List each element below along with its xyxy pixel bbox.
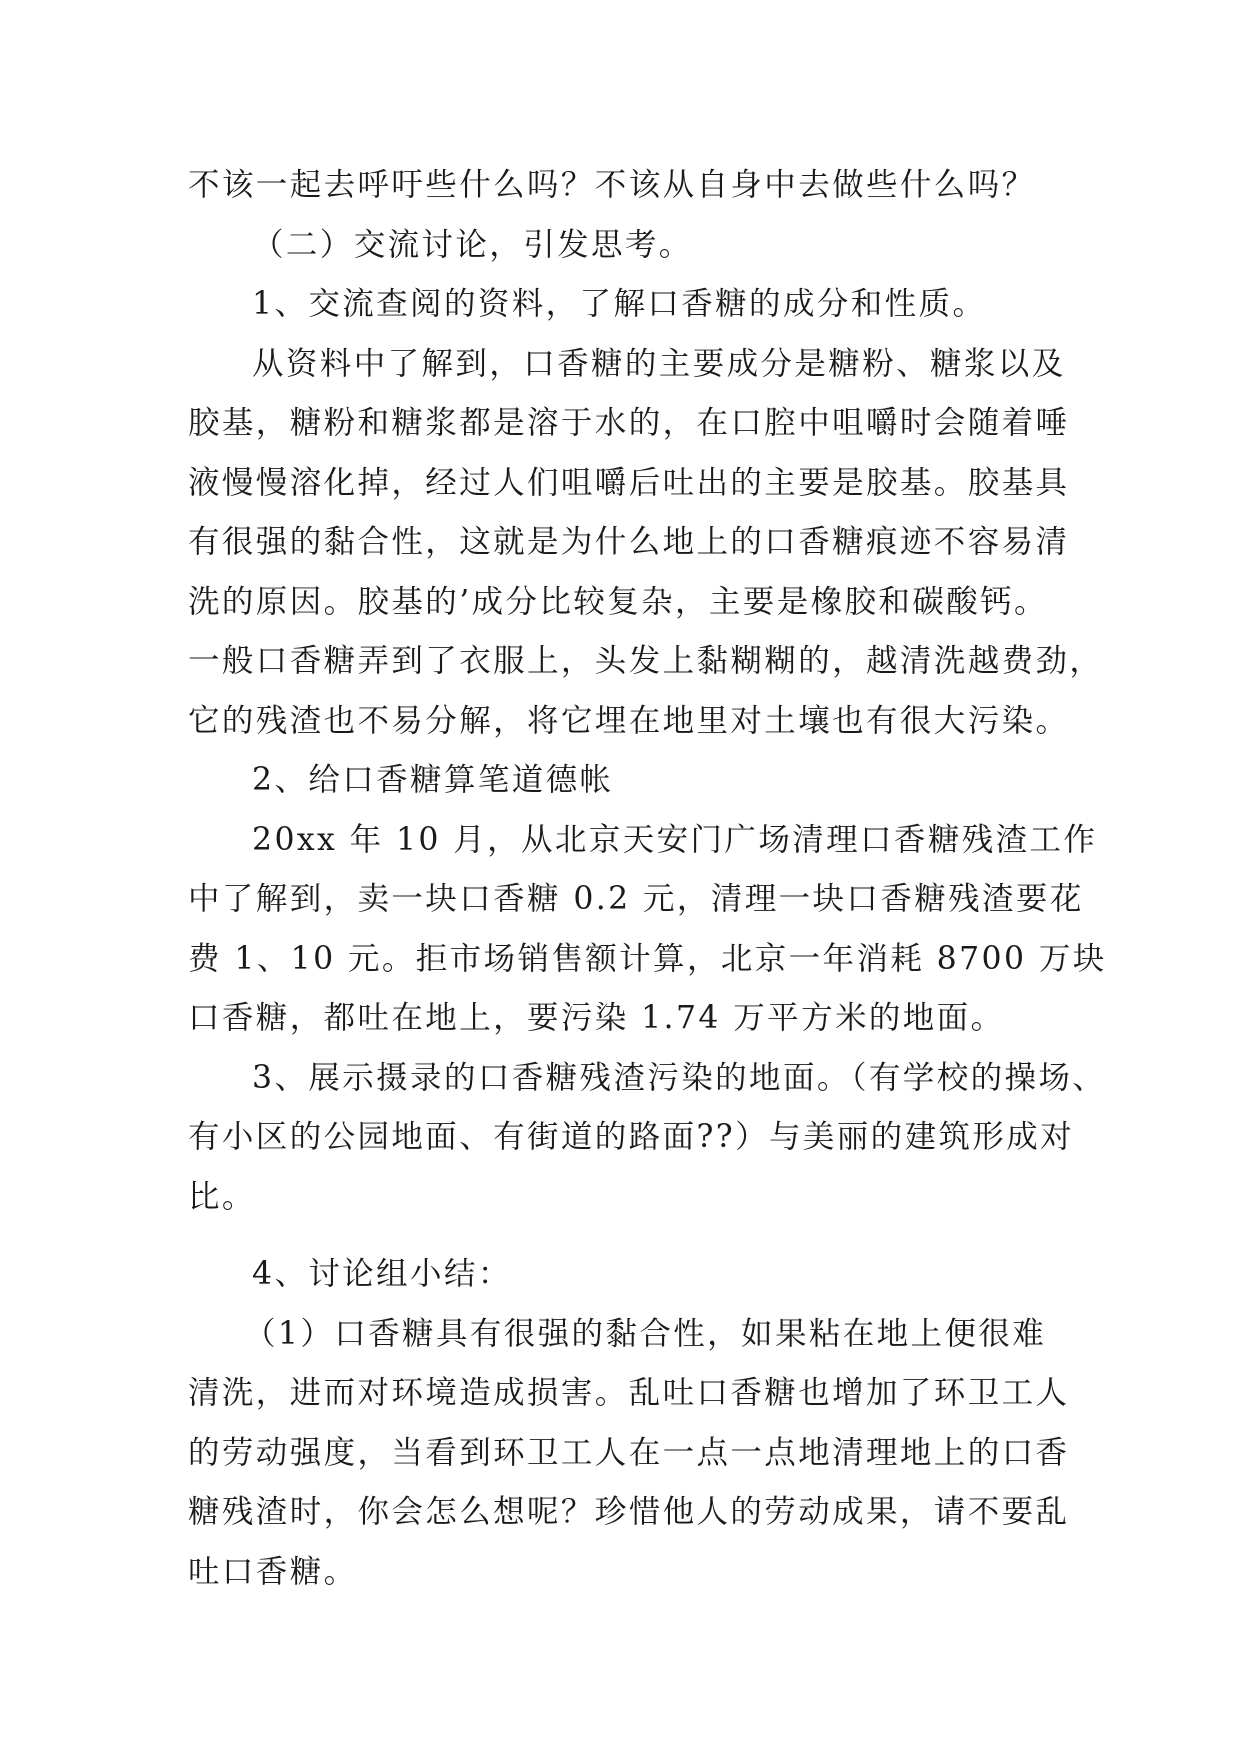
paragraph-line: 它的残渣也不易分解，将它埋在地里对土壤也有很大污染。 [188, 702, 1070, 739]
paragraph-line: 的劳动强度，当看到环卫工人在一点一点地清理地上的口香 [188, 1434, 1070, 1471]
list-item-heading: 3、展示摄录的口香糖残渣污染的地面。（有学校的操场、 [252, 1059, 1107, 1096]
paragraph-line: 中了解到，卖一块口香糖 0.2 元，清理一块口香糖残渣要花 [188, 881, 1084, 917]
paragraph-line: 清洗，进而对环境造成损害。乱吐口香糖也增加了环卫工人 [188, 1375, 1070, 1411]
paragraph-line: 20xx 年 10 月，从北京天安门广场清理口香糖残渣工作 [252, 821, 1098, 858]
paragraph-line: 洗的原因。胶基的’成分比较复杂，主要是橡胶和碳酸钙。 [188, 583, 1048, 620]
text-line: 不该一起去呼吁些什么吗？不该从自身中去做些什么吗？ [188, 167, 1036, 203]
list-item-heading: 2、给口香糖算笔道德帐 [252, 762, 614, 798]
paragraph-line: 一般口香糖弄到了衣服上，头发上黏糊糊的，越清洗越费劲， [188, 643, 1104, 679]
paragraph-line: 胶基，糖粉和糖浆都是溶于水的，在口腔中咀嚼时会随着唾 [188, 405, 1070, 441]
paragraph-line: 比。 [188, 1178, 256, 1215]
spacer [188, 1227, 1068, 1245]
paragraph-line: （1）口香糖具有很强的黏合性，如果粘在地上便很难 [244, 1315, 1047, 1352]
document-body [188, 156, 1107, 1602]
paragraph-line: 费 1、10 元。拒市场销售额计算，北京一年消耗 8700 万块 [188, 940, 1107, 977]
paragraph-line: 有很强的黏合性，这就是为什么地上的口香糖痕迹不容易清 [188, 524, 1070, 560]
list-item-heading: 1、交流查阅的资料，了解口香糖的成分和性质。 [252, 286, 987, 322]
paragraph-line: 从资料中了解到，口香糖的主要成分是糖粉、糖浆以及 [252, 345, 1066, 382]
paragraph-line: 吐口香糖。 [188, 1553, 358, 1590]
section-heading: （二）交流讨论，引发思考。 [252, 226, 693, 263]
paragraph-line: 有小区的公园地面、有街道的路面??）与美丽的建筑形成对 [188, 1119, 1075, 1155]
paragraph-line: 液慢慢溶化掉，经过人们咀嚼后吐出的主要是胶基。胶基具 [188, 464, 1070, 501]
paragraph-line: 口香糖，都吐在地上，要污染 1.74 万平方米的地面。 [188, 1000, 1005, 1036]
list-item-heading: 4、讨论组小结： [252, 1256, 512, 1292]
paragraph-line: 糖残渣时，你会怎么想呢？珍惜他人的劳动成果，请不要乱 [188, 1494, 1070, 1530]
